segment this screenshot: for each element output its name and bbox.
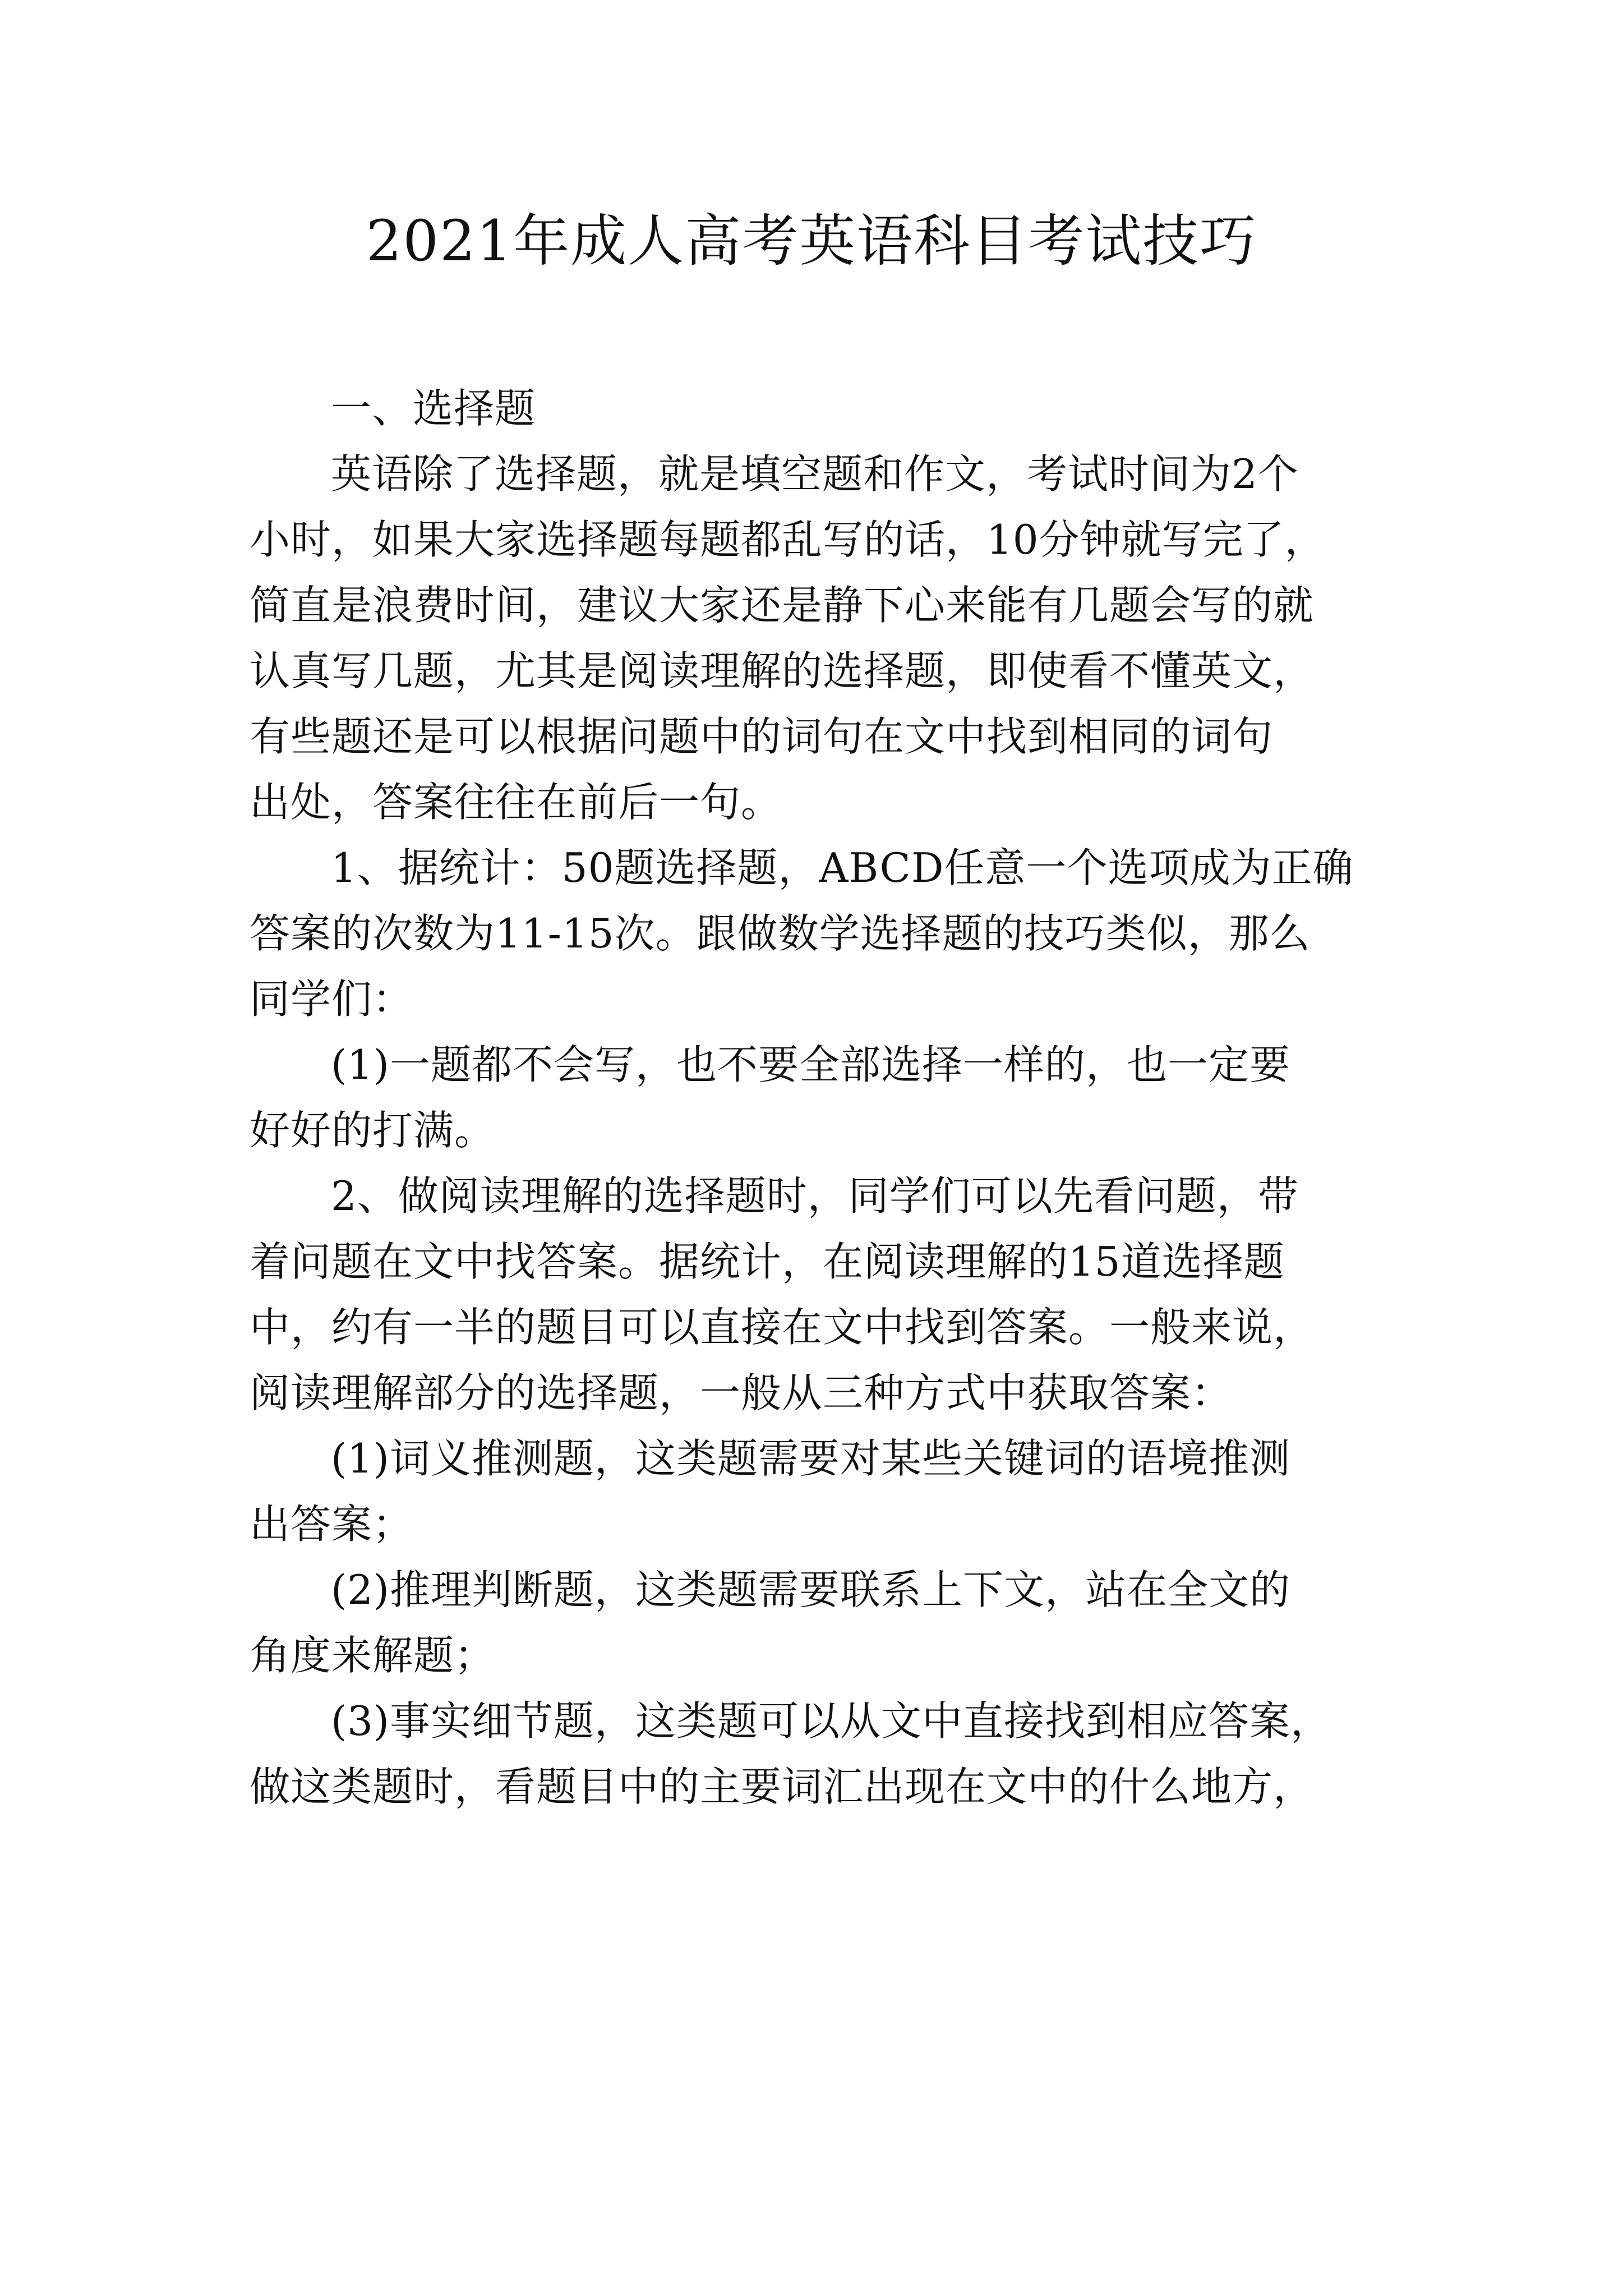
paragraph-line: (3)事实细节题，这类题可以从文中直接找到相应答案， (331, 1697, 1331, 1745)
document-body (250, 376, 1394, 1820)
paragraph-line: 有些题还是可以根据问题中的词句在文中找到相同的词句 (250, 713, 1274, 760)
section-heading: 一、选择题 (331, 385, 536, 432)
paragraph-line: 2、做阅读理解的选择题时，同学们可以先看问题，带 (331, 1172, 1299, 1220)
paragraph-line: 小时，如果大家选择题每题都乱写的话，10分钟就写完了， (250, 516, 1326, 563)
paragraph-line: 着问题在文中找答案。据统计，在阅读理解的15道选择题 (250, 1238, 1285, 1285)
paragraph-line: (2)推理判断题，这类题需要联系上下文，站在全文的 (331, 1566, 1290, 1613)
paragraph-line: 阅读理解部分的选择题，一般从三种方式中获取答案： (250, 1369, 1233, 1416)
document-title: 2021年成人高考英语科目考试技巧 (366, 208, 1257, 274)
paragraph-line: 认真写几题，尤其是阅读理解的选择题，即使看不懂英文， (250, 647, 1315, 694)
paragraph-line: 角度来解题； (250, 1632, 496, 1679)
paragraph-line: 中，约有一半的题目可以直接在文中找到答案。一般来说， (250, 1304, 1315, 1351)
paragraph-line: 英语除了选择题，就是填空题和作文，考试时间为2个 (331, 450, 1299, 498)
paragraph-line: 做这类题时，看题目中的主要词汇出现在文中的什么地方， (250, 1763, 1315, 1810)
paragraph-line: 同学们： (250, 976, 414, 1023)
paragraph-line: (1)一题都不会写，也不要全部选择一样的，也一定要 (331, 1041, 1290, 1088)
paragraph-line: 简直是浪费时间，建议大家还是静下心来能有几题会写的就 (250, 582, 1315, 629)
paragraph-line: 答案的次数为11-15次。跟做数学选择题的技巧类似，那么 (250, 910, 1311, 957)
paragraph-line: 出答案； (250, 1501, 414, 1548)
paragraph-line: 好好的打满。 (250, 1107, 496, 1154)
paragraph-line: (1)词义推测题，这类题需要对某些关键词的语境推测 (331, 1435, 1290, 1482)
paragraph-line: 1、据统计：50题选择题，ABCD任意一个选项成为正确 (331, 844, 1354, 891)
paragraph-line: 出处，答案往往在前后一句。 (250, 779, 782, 826)
